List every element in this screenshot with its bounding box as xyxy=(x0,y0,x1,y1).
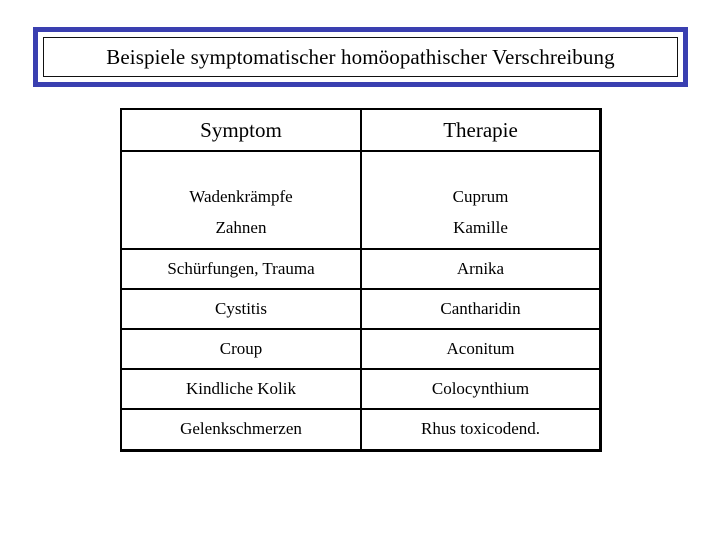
title-inner-frame xyxy=(43,37,678,77)
table-cell-symptom: Croup xyxy=(219,339,263,358)
table-cell-therapy: Rhus toxicodend. xyxy=(421,419,540,438)
header-symptom: Symptom xyxy=(200,117,282,142)
table-cell-therapy: Arnika xyxy=(456,259,505,278)
table-cell-symptom: Cystitis xyxy=(215,299,267,318)
table-cell-therapy: Kamille xyxy=(453,218,508,237)
table-cell-symptom: Kindliche Kolik xyxy=(185,379,296,398)
table-cell-symptom: Zahnen xyxy=(215,218,267,237)
slide-title: Beispiele symptomatischer homöopathischer Verschreibung xyxy=(106,44,615,69)
table-cell-therapy: Aconitum xyxy=(446,339,515,358)
table-cell-symptom: Schürfungen, Trauma xyxy=(167,259,315,278)
table-cell-symptom: Wadenkrämpfe xyxy=(189,187,293,206)
table-cell-therapy: Colocynthium xyxy=(431,379,530,398)
table-cell-symptom: Gelenkschmerzen xyxy=(180,419,302,438)
header-divider xyxy=(122,150,599,152)
header-therapie: Therapie xyxy=(443,117,518,142)
title-frame xyxy=(33,27,688,87)
remedy-table xyxy=(120,108,602,452)
table-cell-therapy: Cantharidin xyxy=(440,299,521,318)
table-cell-therapy: Cuprum xyxy=(452,187,509,206)
